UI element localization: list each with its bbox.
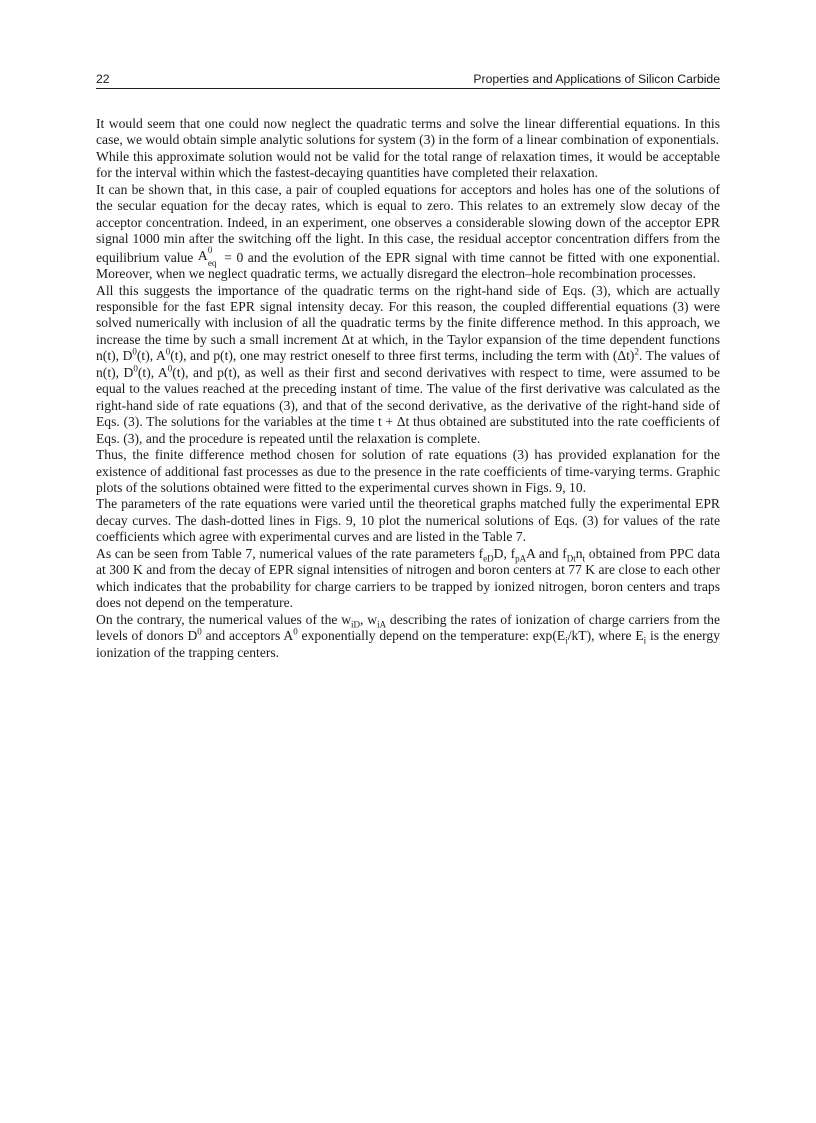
equation-a-eq: A 0 eq: [197, 244, 217, 268]
paragraph-5: Thus, the finite difference method chosen for solution of rate equations (3) has provided explanation for the existence of additional fast processes as due to the presence in the rate coefficients of time-varying terms. Graphic plots of the solutions obtained were fitted to the experimental curves shown in Figs. 9, 10.: [96, 447, 720, 495]
paragraph-7: As can be seen from Table 7, numerical values of the rate parameters $f_{eD}D$, $f_{pA}A$ and $f_{Dt}n_t$ obtained from PPC data at 300 K and from the decay of EPR signal intensities of nitrogen and boron centers at 77 K are close to each other which indicates that the probability for charge carriers to be trapped by ionized nitrogen, boron centers and traps does not depend on the temperature.: [96, 545, 720, 611]
body-text: [96, 116, 720, 661]
paragraph-4: All this suggests the importance of the quadratic terms on the right-hand side of Eqs. (3), which are actually responsible for the fast EPR signal intensity decay. For this reason, the coupled differential equations (3) were solved numerically with inclusion of all the quadratic terms by the finite difference method. In this approach, we increase the time by such a small increment Δt at which, in the Taylor expansion of the time dependent functions n(t), $D^0(t)$, $A^0(t)$, and p(t), one may restrict oneself to three first terms, including the term with $(\Delta t)^2$. The values of n(t), $D^0(t)$, $A^0(t)$, and p(t), as well as their first and second derivatives with respect to time, were assumed to be equal to the values reached at the preceding instant of time. The value of the first derivative was calculated as the right-hand side of rate equations (3), and that of the second derivative, as the derivative of the right-hand side of Eqs. (3). The solutions for the variables at the time t + Δt thus obtained are substituted into the rate coefficients of Eqs. (3), and the procedure is repeated until the relaxation is complete.: [96, 282, 721, 446]
running-title: Properties and Applications of Silicon Carbide: [473, 72, 720, 86]
paragraph-6: The parameters of the rate equations were varied until the theoretical graphs matched fully the experimental EPR decay curves. The dash-dotted lines in Figs. 9, 10 plot the numerical solutions of Eqs. (3) for values of the rate coefficients which agree with experimental curves and are listed in the Table 7.: [96, 496, 720, 545]
paragraph-8: On the contrary, the numerical values of the $w_{iD}$, $w_{iA}$ describing the rates of ionization of charge carriers from the levels of donors $D^0$ and acceptors $A^0$ exponentially depend on the temperature: $\exp(E_i/kT)$, where $E_i$ is the energy ionization of the trapping centers.: [96, 611, 720, 660]
equation-rhs: = 0: [219, 249, 244, 265]
paragraph-3: [96, 182, 720, 283]
running-header: [96, 70, 720, 89]
paragraph-2: While this approximate solution would not be valid for the total range of relaxation times, it would be acceptable for the interval within which the fastest-decaying quantities have completed their relaxation.: [96, 148, 720, 181]
paragraph-3-text-after: and the evolution of the EPR signal with time cannot be fitted with one exponential. Moreover, when we neglect quadratic terms, we actually disregard the electron–hole recombination processes.: [96, 249, 720, 282]
paragraph-1: It would seem that one could now neglect the quadratic terms and solve the linear differential equations. In this case, we would obtain simple analytic solutions for system (3) in the form of a linear combination of exponentials.: [96, 116, 720, 148]
page-number: 22: [96, 72, 110, 86]
paragraph-3-text-before: It can be shown that, in this case, a pair of coupled equations for acceptors and holes has one of the solutions of the secular equation for the decay rates, which is equal to zero. This relates to an extremely slow decay of the acceptor concentration. Indeed, in an experiment, one observes a considerable slowing down of the acceptor EPR signal 1000 min after the switching off the light. In this case, the residual acceptor concentration differs from the equilibrium value: [96, 181, 720, 265]
